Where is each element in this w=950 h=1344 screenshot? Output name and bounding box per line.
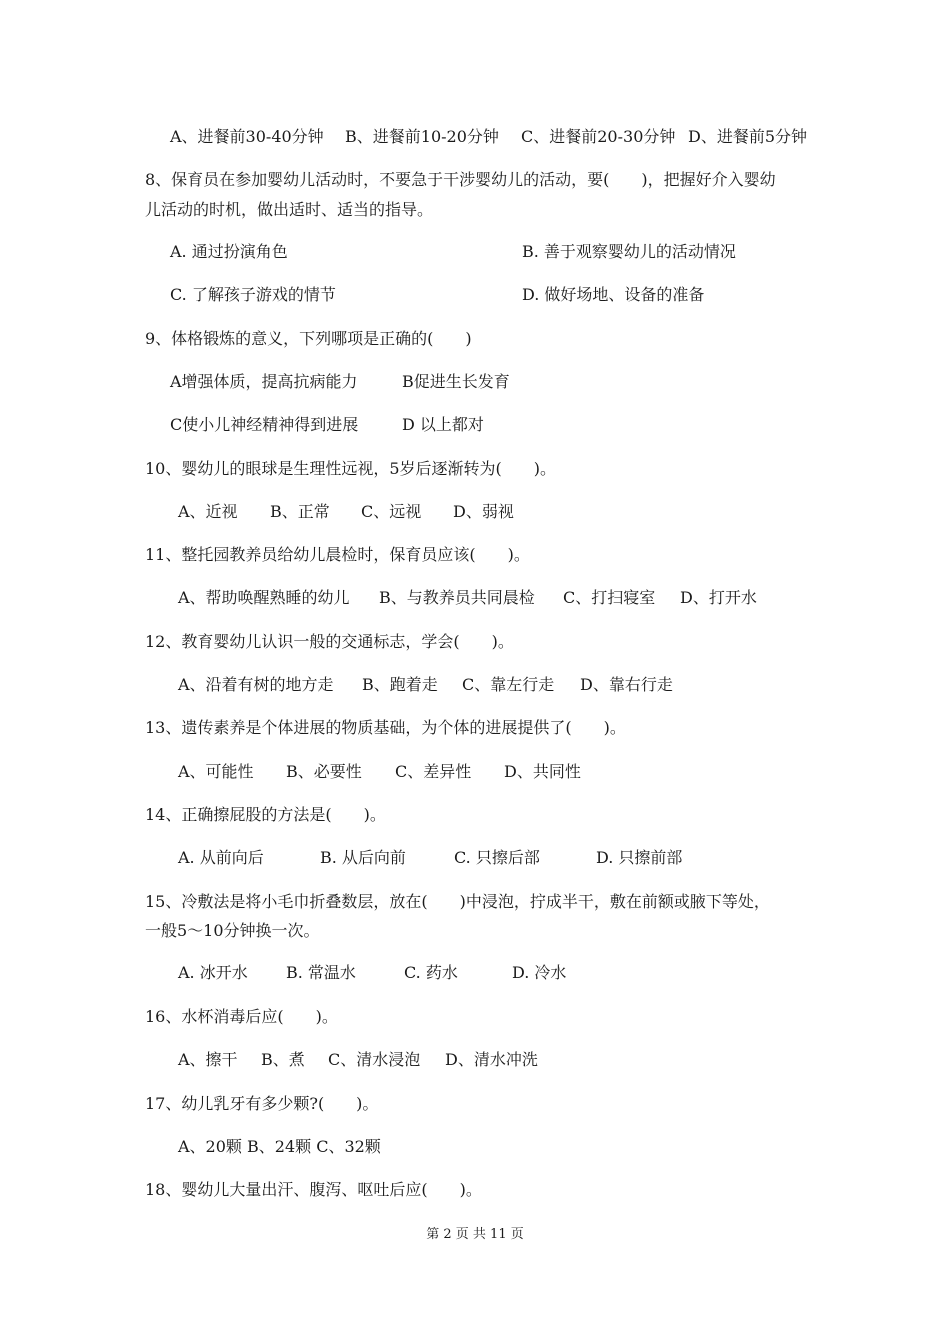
q10-text: 10、婴幼儿的眼球是生理性远视，5岁后逐渐转为( )。: [145, 459, 557, 478]
q16-text: 16、水杯消毒后应( )。: [145, 1007, 338, 1026]
q16-option-a: A、擦干: [178, 1050, 238, 1069]
q13-option-b: B、必要性: [286, 762, 362, 781]
q10-option-b: B、正常: [270, 502, 330, 521]
q12-option-c: C、靠左行走: [462, 675, 555, 694]
q8-option-b: B. 善于观察婴幼儿的活动情况: [522, 242, 736, 261]
q9-option-d: D 以上都对: [402, 415, 484, 434]
q13-option-c: C、差异性: [395, 762, 472, 781]
q9-text: 9、体格锻炼的意义，下列哪项是正确的( ): [145, 329, 472, 348]
q15-text-line1: 15、冷敷法是将小毛巾折叠数层，放在( )中浸泡，拧成半干，敷在前额或腋下等处，: [145, 892, 770, 911]
q15-option-d: D. 冷水: [512, 963, 567, 982]
q11-option-b: B、与教养员共同晨检: [379, 588, 535, 607]
q12-option-a: A、沿着有树的地方走: [178, 675, 334, 694]
q14-option-d: D. 只擦前部: [596, 848, 683, 867]
q12-text: 12、教育婴幼儿认识一般的交通标志，学会( )。: [145, 632, 514, 651]
q18-text: 18、婴幼儿大量出汗、腹泻、呕吐后应( )。: [145, 1180, 482, 1199]
q10-option-d: D、弱视: [453, 502, 514, 521]
q7-option-c: C、进餐前20-30分钟: [521, 127, 676, 146]
q10-option-a: A、近视: [178, 502, 238, 521]
q16-option-b: B、煮: [261, 1050, 305, 1069]
q11-text: 11、整托园教养员给幼儿晨检时，保育员应该( )。: [145, 545, 530, 564]
q17-text: 17、幼儿乳牙有多少颗?( )。: [145, 1094, 379, 1113]
q15-text-line2: 一般5～10分钟换一次。: [145, 921, 320, 940]
q8-option-d: D. 做好场地、设备的准备: [522, 285, 705, 304]
q9-option-b: B促进生长发育: [402, 372, 510, 391]
q11-option-a: A、帮助唤醒熟睡的幼儿: [178, 588, 350, 607]
q12-option-b: B、跑着走: [362, 675, 438, 694]
q13-text: 13、遗传素养是个体进展的物质基础，为个体的进展提供了( )。: [145, 718, 626, 737]
q14-option-a: A. 从前向后: [178, 848, 264, 867]
q11-option-d: D、打开水: [680, 588, 757, 607]
q17-options: A、20颗 B、24颗 C、32颗: [178, 1137, 381, 1156]
q9-option-c: C使小儿神经精神得到进展: [170, 415, 359, 434]
q8-text-line1: 8、保育员在参加婴幼儿活动时，不要急于干涉婴幼儿的活动，要( )，把握好介入婴幼: [145, 170, 776, 189]
q16-option-c: C、清水浸泡: [328, 1050, 421, 1069]
q8-text-line2: 儿活动的时机，做出适时、适当的指导。: [145, 200, 434, 219]
q15-option-c: C. 药水: [404, 963, 458, 982]
q15-option-b: B. 常温水: [286, 963, 356, 982]
q14-option-b: B. 从后向前: [320, 848, 406, 867]
q15-option-a: A. 冰开水: [178, 963, 248, 982]
q13-option-d: D、共同性: [504, 762, 581, 781]
q14-option-c: C. 只擦后部: [454, 848, 540, 867]
q13-option-a: A、可能性: [178, 762, 254, 781]
q7-option-a: A、进餐前30-40分钟: [170, 127, 324, 146]
q10-option-c: C、远视: [361, 502, 422, 521]
q14-text: 14、正确擦屁股的方法是( )。: [145, 805, 386, 824]
q8-option-a: A. 通过扮演角色: [170, 242, 288, 261]
q12-option-d: D、靠右行走: [580, 675, 673, 694]
q7-option-b: B、进餐前10-20分钟: [345, 127, 499, 146]
page-number-footer: 第 2 页 共 11 页: [426, 1227, 524, 1242]
q8-option-c: C. 了解孩子游戏的情节: [170, 285, 336, 304]
q11-option-c: C、打扫寝室: [563, 588, 656, 607]
q7-option-d: D、进餐前5分钟: [688, 127, 808, 146]
q9-option-a: A增强体质，提高抗病能力: [170, 372, 358, 391]
q16-option-d: D、清水冲洗: [445, 1050, 538, 1069]
